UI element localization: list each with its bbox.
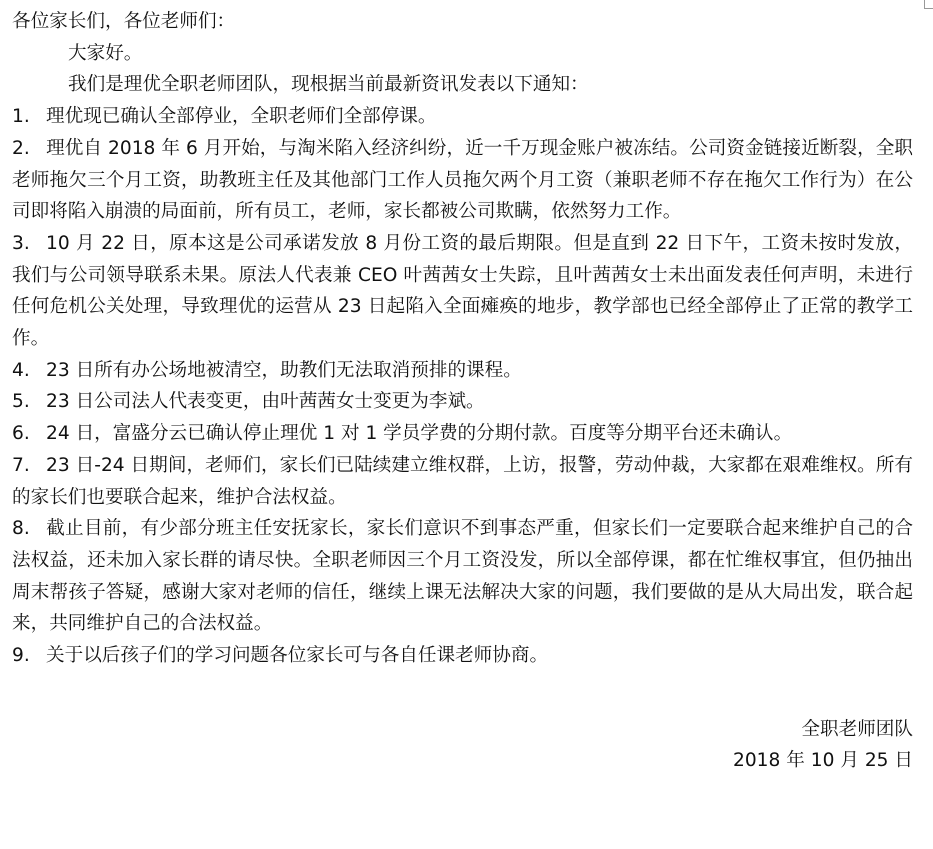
- list-item: [12, 418, 913, 450]
- spacer: [12, 672, 913, 714]
- item-text: 24 日，富盛分云已确认停止理优 1 对 1 学员学费的分期付款。百度等分期平台还未确认。: [46, 423, 793, 445]
- item-number: 9.: [12, 645, 30, 667]
- item-text: 理优自 2018 年 6 月开始，与淘米陷入经济纠纷，近一千万现金账户被冻结。公司资金链接近断裂，全职老师拖欠三个月工资，助教班主任及其他部门工作人员拖欠两个月工资（兼职老师不存在拖欠工作行为）在公司即将陷入崩溃的局面前，所有员工，老师，家长都被公司欺瞒，依然努力工作。: [12, 137, 913, 223]
- item-text: 23 日公司法人代表变更，由叶茜茜女士变更为李斌。: [46, 391, 485, 413]
- item-number: 8.: [12, 518, 30, 540]
- signature-date: 2018 年 10 月 25 日: [733, 750, 913, 772]
- intro-line: 我们是理优全职老师团队，现根据当前最新资讯发表以下通知：: [68, 74, 589, 96]
- item-number: 7.: [12, 454, 30, 476]
- list-item: [12, 355, 913, 387]
- item-number: 1.: [12, 106, 30, 128]
- signature: 全职老师团队: [801, 718, 913, 740]
- list-item: [12, 228, 913, 355]
- item-text: 10 月 22 日，原本这是公司承诺发放 8 月份工资的最后期限。但是直到 22 日下午，工资未按时发放，我们与公司领导联系未果。原法人代表兼 CEO 叶茜茜女士失踪，且叶茜茜女士未出面发表任何声明，未进行任何危机公关处理，导致理优的运营从 23 日起陷入全面瘫痪的地步，教学部也已经全部停止了正常的教学工作。: [12, 232, 913, 350]
- item-text: 截止目前，有少部分班主任安抚家长，家长们意识不到事态严重，但家长们一定要联合起来维护自己的合法权益，还未加入家长群的请尽快。全职老师因三个月工资没发，所以全部停课，都在忙维权事宜，但仍抽出周末帮孩子答疑，感谢大家对老师的信任，继续上课无法解决大家的问题，我们要做的是从大局出发，联合起来，共同维护自己的合法权益。: [12, 518, 913, 635]
- item-number: 6.: [12, 423, 30, 445]
- item-text: 关于以后孩子们的学习问题各位家长可与各自任课老师协商。: [46, 645, 549, 667]
- item-text: 23 日所有办公场地被清空，助教们无法取消预排的课程。: [46, 359, 522, 381]
- greeting: 各位家长们，各位老师们：: [12, 11, 236, 32]
- list-item: [12, 386, 913, 418]
- item-text: 23 日-24 日期间，老师们，家长们已陆续建立维权群，上访，报警，劳动仲裁，大家都在艰难维权。所有的家长们也要联合起来，维护合法权益。: [12, 454, 913, 508]
- item-number: 4.: [12, 359, 30, 381]
- list-item: [12, 640, 913, 672]
- item-number: 3.: [12, 232, 30, 254]
- item-number: 2.: [12, 137, 30, 159]
- item-text: 理优现已确认全部停业，全职老师们全部停课。: [46, 106, 437, 128]
- hello-line: 大家好。: [68, 42, 143, 64]
- item-number: 5.: [12, 391, 30, 413]
- list-item: [12, 450, 913, 513]
- list-item: [12, 513, 913, 640]
- list-item: [12, 101, 913, 133]
- list-item: [12, 133, 913, 228]
